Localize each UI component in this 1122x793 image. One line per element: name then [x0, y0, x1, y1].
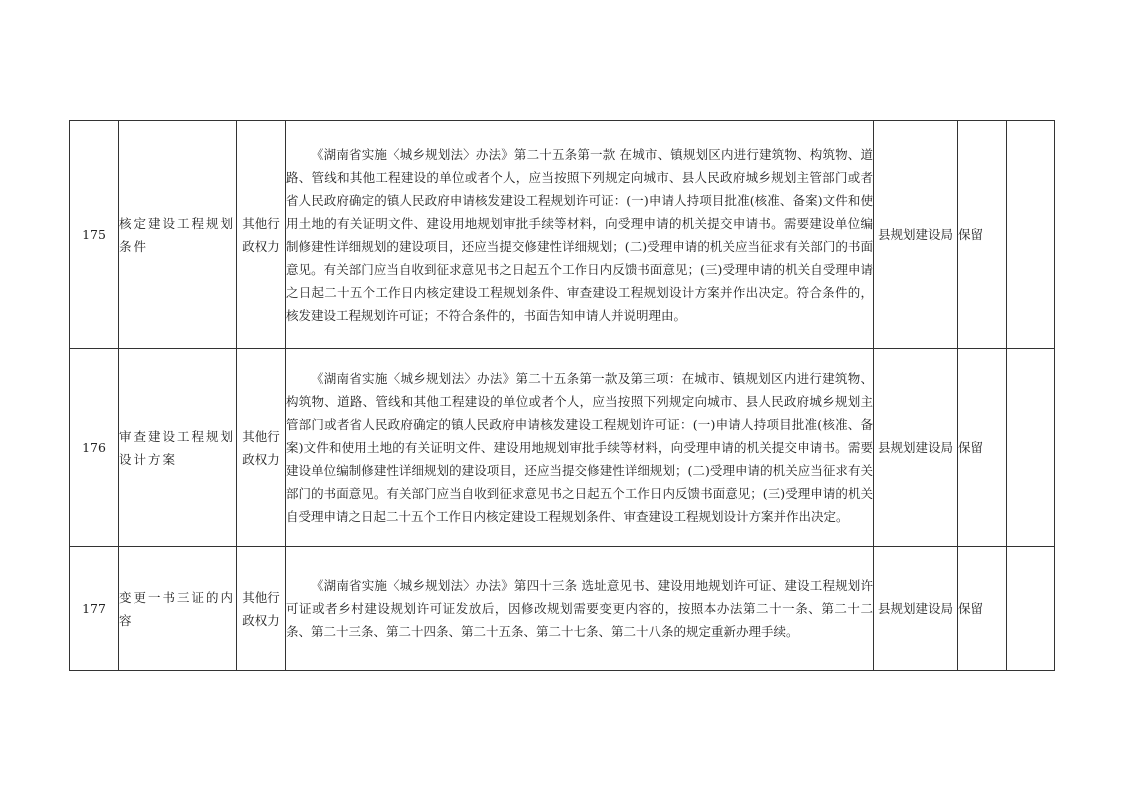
- legal-basis: 《湖南省实施〈城乡规划法〉办法》第四十三条 选址意见书、建设用地规划许可证、建设工程规划许可证或者乡村建设规划许可证发放后，因修改规划需要变更内容的，按照本办法第二十一条、第二十二条、第二十三条、第二十四条、第二十五条、第二十七条、第二十八条的规定重新办理手续。: [286, 547, 874, 671]
- power-list-table: [69, 120, 1055, 671]
- table-row: [70, 349, 1055, 547]
- item-number: 177: [70, 547, 119, 671]
- table-row: [70, 121, 1055, 349]
- item-number: 176: [70, 349, 119, 547]
- remark: [1007, 349, 1055, 547]
- power-type: 其他行政权力: [237, 547, 286, 671]
- legal-basis: 《湖南省实施〈城乡规划法〉办法》第二十五条第一款 在城市、镇规划区内进行建筑物、构筑物、道路、管线和其他工程建设的单位或者个人，应当按照下列规定向城市、县人民政府城乡规划主管部门或者省人民政府确定的镇人民政府申请核发建设工程规划许可证：(一)申请人持项目批准(核准、备案)文件和使用土地的有关证明文件、建设用地规划审批手续等材料，向受理申请的机关提交申请书。需要建设单位编制修建性详细规划的建设项目，还应当提交修建性详细规划；(二)受理申请的机关应当征求有关部门的书面意见。有关部门应当自收到征求意见书之日起五个工作日内反馈书面意见；(三)受理申请的机关自受理申请之日起二十五个工作日内核定建设工程规划条件、审查建设工程规划设计方案并作出决定。符合条件的，核发建设工程规划许可证；不符合条件的，书面告知申请人并说明理由。: [286, 121, 874, 349]
- remark: [1007, 121, 1055, 349]
- power-type: 其他行政权力: [237, 121, 286, 349]
- item-name: 核定建设工程规划条件: [119, 121, 237, 349]
- item-name: 变更一书三证的内容: [119, 547, 237, 671]
- power-type: 其他行政权力: [237, 349, 286, 547]
- status: 保留: [958, 121, 1007, 349]
- status: 保留: [958, 547, 1007, 671]
- item-number: 175: [70, 121, 119, 349]
- item-name: 审查建设工程规划设计方案: [119, 349, 237, 547]
- department: 县规划建设局: [874, 349, 958, 547]
- status: 保留: [958, 349, 1007, 547]
- department: 县规划建设局: [874, 547, 958, 671]
- department: 县规划建设局: [874, 121, 958, 349]
- table-row: [70, 547, 1055, 671]
- legal-basis: 《湖南省实施〈城乡规划法〉办法》第二十五条第一款及第三项：在城市、镇规划区内进行建筑物、构筑物、道路、管线和其他工程建设的单位或者个人，应当按照下列规定向城市、县人民政府城乡规划主管部门或者省人民政府确定的镇人民政府申请核发建设工程规划许可证：(一)申请人持项目批准(核准、备案)文件和使用土地的有关证明文件、建设用地规划审批手续等材料，向受理申请的机关提交申请书。需要建设单位编制修建性详细规划的建设项目，还应当提交修建性详细规划；(二)受理申请的机关应当征求有关部门的书面意见。有关部门应当自收到征求意见书之日起五个工作日内反馈书面意见；(三)受理申请的机关自受理申请之日起二十五个工作日内核定建设工程规划条件、审查建设工程规划设计方案并作出决定。: [286, 349, 874, 547]
- remark: [1007, 547, 1055, 671]
